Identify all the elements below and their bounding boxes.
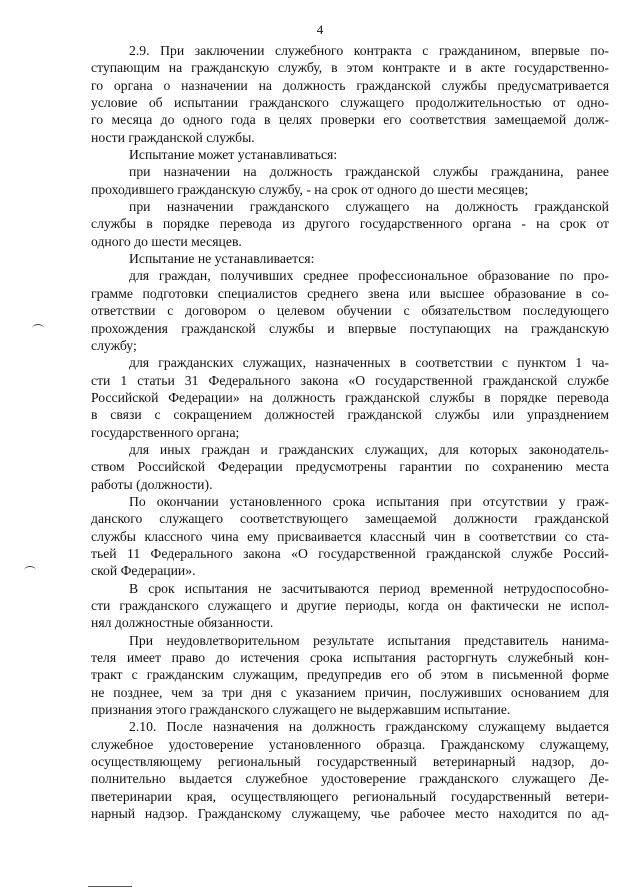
text-line: ской Федерации». xyxy=(91,563,196,579)
text-line: ности гражданской службы. xyxy=(91,129,255,145)
text-line: ством Российской Федерации предусмотрены гарантии по сохранению места xyxy=(91,459,609,475)
text-line: го месяца до одного года в целях проверки его соответствия замещаемой долж- xyxy=(91,112,609,128)
text-line: Испытание может устанавливаться: xyxy=(129,147,338,163)
text-line: нял должностные обязанности. xyxy=(91,615,274,631)
page-number: 4 xyxy=(316,22,324,37)
text-line: Российской Федерации» на должность гражданской службы в порядке перевода xyxy=(91,389,609,405)
text-line: службу; xyxy=(91,337,137,353)
text-line: прохождения гражданской службы и впервые поступающих на гражданскую xyxy=(91,320,609,336)
text-line: пветеринарии края, осуществляющего региональный государственный ветери- xyxy=(91,788,609,804)
text-line: при назначении на должность гражданской службы гражданина, ранее xyxy=(129,164,609,180)
text-line: го органа о назначении на должность гражданской службы предусматривается xyxy=(91,77,609,93)
text-line: для гражданских служащих, назначенных в соответствии с пунктом 1 ча- xyxy=(129,355,609,371)
text-line: проходившего гражданскую службу, - на срок от одного до шести месяцев; xyxy=(91,181,529,197)
text-line: осуществляющему региональный государственный ветеринарный надзор, до- xyxy=(91,754,609,770)
text-line: полнительно выдается служебное удостоверение гражданского служащего Де- xyxy=(91,771,609,787)
text-line: ступающим на гражданскую службу, в этом контракте и в акте государственно- xyxy=(91,60,609,76)
text-line: При неудовлетворительном результате испытания представитель нанима- xyxy=(129,632,609,648)
margin-mark xyxy=(24,566,36,575)
text-line: тьей 11 Федерального закона «О государственной гражданской службе Россий- xyxy=(91,545,609,561)
text-line: теля имеет право до истечения срока испытания расторгнуть служебный кон- xyxy=(91,650,609,666)
text-line: для граждан, получивших среднее профессиональное образование по про- xyxy=(129,268,609,284)
margin-mark xyxy=(32,324,44,333)
text-line: данского служащего соответствующего замещаемой должности гражданской xyxy=(91,511,609,527)
text-line: одного до шести месяцев. xyxy=(91,233,242,249)
text-line: службы в порядке перевода из другого государственного органа - на срок от xyxy=(91,216,609,232)
text-line: По окончании установленного срока испытания при отсутствии у граж- xyxy=(129,493,609,509)
scan-artifact-line xyxy=(88,886,132,887)
text-line: службы классного чина ему присваивается классный чин в соответствии со ста- xyxy=(91,528,609,544)
text-line: сти 1 статьи 31 Федерального закона «О государственной гражданской службе xyxy=(91,372,609,388)
text-line: Испытание не устанавливается: xyxy=(129,251,315,267)
text-line: грамме подготовки специалистов среднего звена или высшее образование в со- xyxy=(91,285,609,301)
text-line: нарный надзор. Гражданскому служащему, чье рабочее место находится по ад- xyxy=(91,806,609,822)
text-line: работы (должности). xyxy=(91,476,213,492)
text-line: для иных граждан и гражданских служащих, для которых законодатель- xyxy=(129,441,609,457)
text-line: 2.10. После назначения на должность гражданскому служащему выдается xyxy=(129,719,609,735)
text-line: условие об испытании гражданского служащего продолжительностью от одно- xyxy=(91,95,609,111)
body-text xyxy=(91,42,609,822)
text-line: ответствии с договором о целевом обучении с обязательством последующего xyxy=(91,303,609,319)
text-line: в связи с сокращением должностей гражданской службы или упразднением xyxy=(91,407,609,423)
text-line: государственного органа; xyxy=(91,424,240,440)
text-line: при назначении гражданского служащего на должность гражданской xyxy=(129,199,609,215)
text-line: признания этого гражданского служащего не выдержавшим испытание. xyxy=(91,702,511,718)
text-line: тракт с гражданским служащим, предупредив его об этом в письменной форме xyxy=(91,667,609,683)
text-line: сти гражданского служащего и другие периоды, когда он фактически не испол- xyxy=(91,598,609,613)
text-line: не позднее, чем за три дня с указанием причин, послуживших основанием для xyxy=(91,684,609,700)
text-line: В срок испытания не засчитываются период временной нетрудоспособно- xyxy=(129,580,609,596)
text-line: служебное удостоверение установленного образца. Гражданскому служащему, xyxy=(91,736,609,752)
text-line: 2.9. При заключении служебного контракта с гражданином, впервые по- xyxy=(129,43,609,58)
